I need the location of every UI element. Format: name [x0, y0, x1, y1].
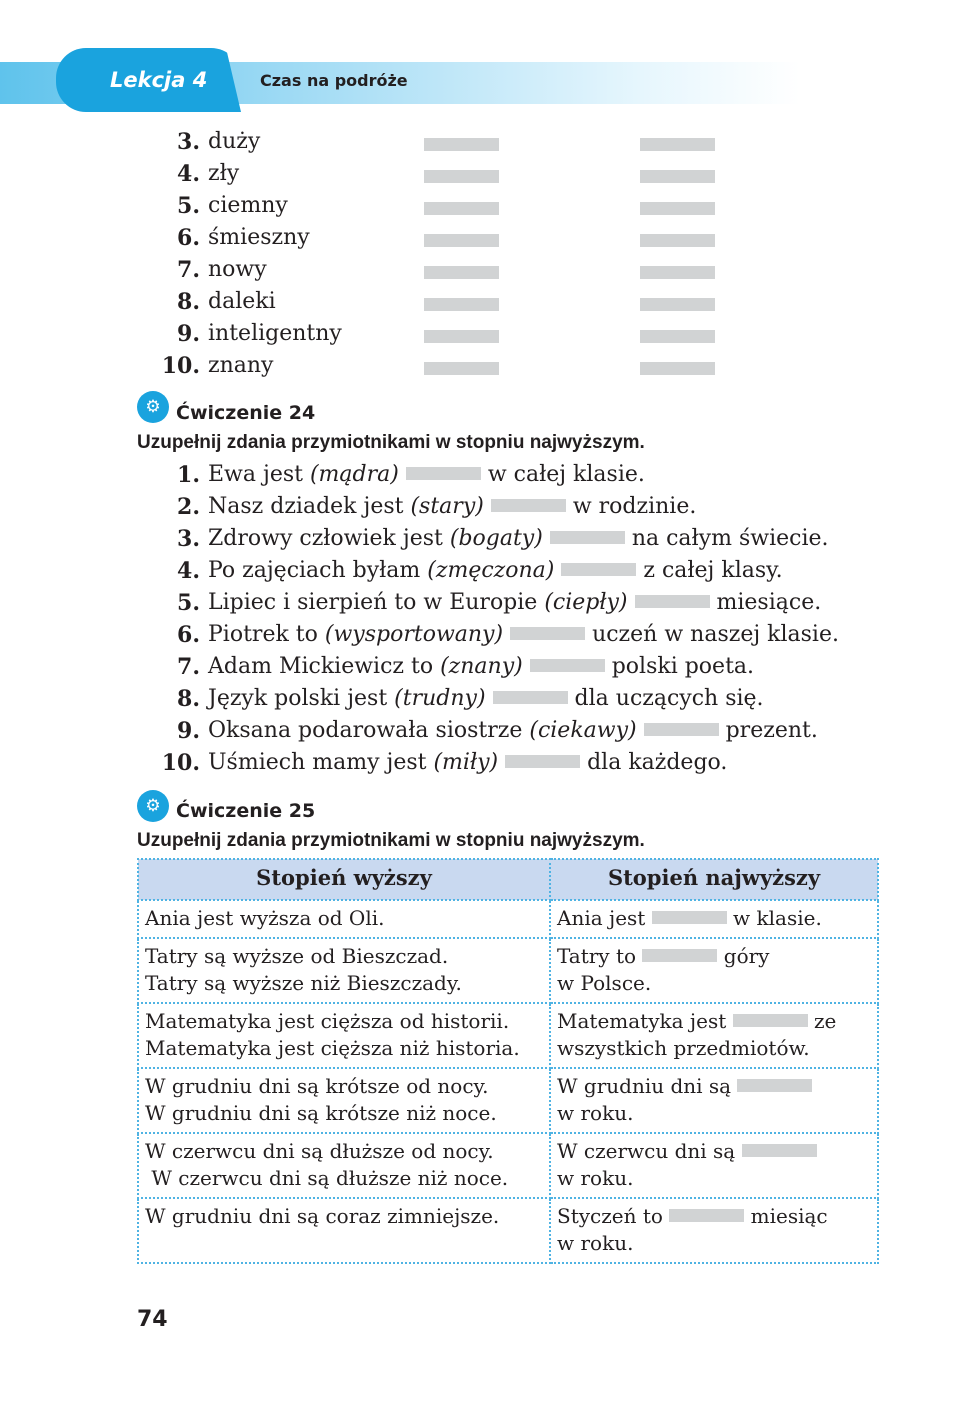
- item-number: 7.: [177, 257, 200, 283]
- item-number: 6.: [177, 622, 200, 648]
- item-number: 9.: [177, 718, 200, 744]
- hint-adjective: (miły): [433, 750, 499, 775]
- gears-icon: ⚙: [137, 790, 169, 822]
- comparative-cell: [138, 1003, 550, 1068]
- sentence-start: W czerwcu dni są: [557, 1139, 742, 1163]
- item-word: duży: [208, 129, 261, 154]
- item-number: 2.: [177, 494, 200, 520]
- sentence-end: z całej klasy.: [636, 558, 783, 583]
- sentence-end: polski poeta.: [604, 654, 755, 679]
- table-row: [138, 1068, 878, 1133]
- comparative-sentence: Tatry są wyższe od Bieszczad.: [145, 944, 449, 968]
- sentence: [208, 683, 764, 715]
- column-header: Stopień wyższy: [138, 859, 550, 900]
- answer-blank[interactable]: [635, 595, 710, 608]
- answer-blank[interactable]: [640, 298, 715, 311]
- item-number: 6.: [177, 225, 200, 251]
- comparative-sentence: W czerwcu dni są dłuższe od nocy.: [145, 1139, 494, 1163]
- comparative-sentence: Matematyka jest cięższa niż historia.: [145, 1036, 520, 1060]
- sentence-start: Lipiec i sierpień to w Europie: [208, 590, 545, 615]
- superlative-cell: [550, 1068, 878, 1133]
- answer-blank[interactable]: [640, 266, 715, 279]
- answer-blank[interactable]: [733, 1014, 808, 1027]
- sentence-end: ze: [807, 1009, 837, 1033]
- item-number: 4.: [177, 558, 200, 584]
- hint-adjective: (trudny): [394, 686, 486, 711]
- item-word: daleki: [208, 289, 276, 314]
- item-word: nowy: [208, 257, 267, 282]
- sentence-end: w klasie.: [726, 906, 822, 930]
- hint-adjective: (zmęczona): [427, 558, 555, 583]
- answer-blank[interactable]: [742, 1144, 817, 1157]
- comparative-cell: [138, 1068, 550, 1133]
- item-word: zły: [208, 161, 240, 186]
- comparative-sentence: W czerwcu dni są dłuższe niż noce.: [145, 1166, 509, 1190]
- answer-blank[interactable]: [406, 467, 481, 480]
- lesson-title: Czas na podróże: [260, 71, 408, 90]
- answer-blank[interactable]: [505, 755, 580, 768]
- answer-blank[interactable]: [640, 138, 715, 151]
- item-number: 1.: [177, 462, 200, 488]
- answer-blank[interactable]: [640, 362, 715, 375]
- sentence-start: W grudniu dni są: [557, 1074, 738, 1098]
- sentence-start: Po zajęciach byłam: [208, 558, 428, 583]
- answer-blank[interactable]: [424, 330, 499, 343]
- table-row: [138, 938, 878, 1003]
- answer-blank[interactable]: [644, 723, 719, 736]
- superlative-cell: [550, 938, 878, 1003]
- item-number: 4.: [177, 161, 200, 187]
- table-row: [138, 1198, 878, 1263]
- answer-blank[interactable]: [640, 202, 715, 215]
- answer-blank[interactable]: [424, 298, 499, 311]
- sentence-start: Tatry to: [557, 944, 643, 968]
- comparison-table: [137, 858, 879, 1264]
- comparative-cell: [138, 1198, 550, 1263]
- answer-blank[interactable]: [561, 563, 636, 576]
- sentence-end: miesiąc: [744, 1204, 828, 1228]
- item-number: 8.: [177, 686, 200, 712]
- column-header: Stopień najwyższy: [550, 859, 878, 900]
- sentence-start: Język polski jest: [208, 686, 395, 711]
- table-row: [138, 900, 878, 938]
- comparative-sentence: Ania jest wyższa od Oli.: [145, 906, 385, 930]
- sentence-end: na całym świecie.: [624, 526, 829, 551]
- gears-icon: ⚙: [137, 391, 169, 423]
- lesson-label: Lekcja 4: [110, 68, 208, 92]
- answer-blank[interactable]: [424, 170, 499, 183]
- superlative-cell: [550, 900, 878, 938]
- sentence-end: miesiące.: [709, 590, 822, 615]
- answer-blank[interactable]: [640, 170, 715, 183]
- table-header-row: [138, 859, 878, 900]
- comparative-sentence: W grudniu dni są coraz zimniejsze.: [145, 1204, 500, 1228]
- sentence-start: Matematyka jest: [557, 1009, 733, 1033]
- answer-blank[interactable]: [510, 627, 585, 640]
- sentence: [208, 651, 754, 683]
- sentence-start: Adam Mickiewicz to: [208, 654, 441, 679]
- sentence-end: w całej klasie.: [480, 462, 645, 487]
- hint-adjective: (wysportowany): [324, 622, 504, 647]
- hint-adjective: (mądra): [309, 462, 399, 487]
- answer-blank[interactable]: [424, 138, 499, 151]
- superlative-cell: [550, 1003, 878, 1068]
- sentence-end: dla uczących się.: [567, 686, 764, 711]
- answer-blank[interactable]: [424, 266, 499, 279]
- item-word: inteligentny: [208, 321, 342, 346]
- sentence-start: Uśmiech mamy jest: [208, 750, 434, 775]
- comparative-cell: [138, 1133, 550, 1198]
- sentence-start: Oksana podarowała siostrze: [208, 718, 530, 743]
- answer-blank[interactable]: [737, 1079, 812, 1092]
- answer-blank[interactable]: [640, 234, 715, 247]
- answer-blank[interactable]: [424, 202, 499, 215]
- hint-adjective: (ciepły): [544, 590, 628, 615]
- sentence: [208, 491, 696, 523]
- sentence-start: Piotrek to: [208, 622, 325, 647]
- hint-adjective: (bogaty): [449, 526, 543, 551]
- item-word: ciemny: [208, 193, 288, 218]
- answer-blank[interactable]: [642, 949, 717, 962]
- item-number: 3.: [177, 129, 200, 155]
- comparative-cell: [138, 900, 550, 938]
- item-number: 3.: [177, 526, 200, 552]
- sentence: [208, 459, 645, 491]
- sentence-continuation: w roku.: [557, 1101, 634, 1125]
- sentence-end: w rodzinie.: [565, 494, 697, 519]
- item-word: śmieszny: [208, 225, 310, 250]
- sentence-start: Styczeń to: [557, 1204, 670, 1228]
- hint-adjective: (stary): [410, 494, 484, 519]
- sentence-end: dla każdego.: [580, 750, 728, 775]
- item-number: 5.: [177, 590, 200, 616]
- sentence-start: Zdrowy człowiek jest: [208, 526, 450, 551]
- sentence-end: prezent.: [718, 718, 818, 743]
- sentence: [208, 555, 783, 587]
- answer-blank[interactable]: [640, 330, 715, 343]
- comparative-sentence: Matematyka jest cięższa od historii.: [145, 1009, 510, 1033]
- exercise-25-title: Ćwiczenie 25: [176, 800, 316, 822]
- table-row: [138, 1003, 878, 1068]
- comparative-sentence: Tatry są wyższe niż Bieszczady.: [145, 971, 462, 995]
- table-row: [138, 1133, 878, 1198]
- answer-blank[interactable]: [424, 362, 499, 375]
- answer-blank[interactable]: [652, 911, 727, 924]
- answer-blank[interactable]: [424, 234, 499, 247]
- sentence: [208, 587, 821, 619]
- answer-blank[interactable]: [550, 531, 625, 544]
- sentence: [208, 523, 829, 555]
- superlative-cell: [550, 1198, 878, 1263]
- sentence-continuation: w roku.: [557, 1231, 634, 1255]
- sentence-end: góry: [717, 944, 770, 968]
- sentence-start: Ewa jest: [208, 462, 310, 487]
- sentence: [208, 619, 839, 651]
- sentence-end: uczeń w naszej klasie.: [585, 622, 839, 647]
- comparative-sentence: W grudniu dni są krótsze niż noce.: [145, 1101, 497, 1125]
- exercise-24-title: Ćwiczenie 24: [176, 402, 316, 424]
- sentence: [208, 747, 727, 779]
- item-number: 10.: [161, 353, 200, 379]
- comparative-cell: [138, 938, 550, 1003]
- item-number: 10.: [161, 750, 200, 776]
- answer-blank[interactable]: [669, 1209, 744, 1222]
- exercise-25-instruction: Uzupełnij zdania przymiotnikami w stopniu najwyższym.: [137, 830, 645, 851]
- superlative-cell: [550, 1133, 878, 1198]
- exercise-24-instruction: Uzupełnij zdania przymiotnikami w stopniu najwyższym.: [137, 432, 645, 453]
- sentence-start: Nasz dziadek jest: [208, 494, 411, 519]
- comparative-sentence: W grudniu dni są krótsze od nocy.: [145, 1074, 489, 1098]
- item-number: 8.: [177, 289, 200, 315]
- item-number: 7.: [177, 654, 200, 680]
- sentence-continuation: w Polsce.: [557, 971, 652, 995]
- sentence: [208, 715, 818, 747]
- sentence-continuation: w roku.: [557, 1166, 634, 1190]
- item-word: znany: [208, 353, 274, 378]
- hint-adjective: (ciekawy): [529, 718, 637, 743]
- item-number: 9.: [177, 321, 200, 347]
- answer-blank[interactable]: [491, 499, 566, 512]
- answer-blank[interactable]: [530, 659, 605, 672]
- sentence-start: Ania jest: [557, 906, 652, 930]
- page-number: 74: [137, 1307, 168, 1332]
- item-number: 5.: [177, 193, 200, 219]
- answer-blank[interactable]: [493, 691, 568, 704]
- sentence-continuation: wszystkich przedmiotów.: [557, 1036, 810, 1060]
- hint-adjective: (znany): [440, 654, 523, 679]
